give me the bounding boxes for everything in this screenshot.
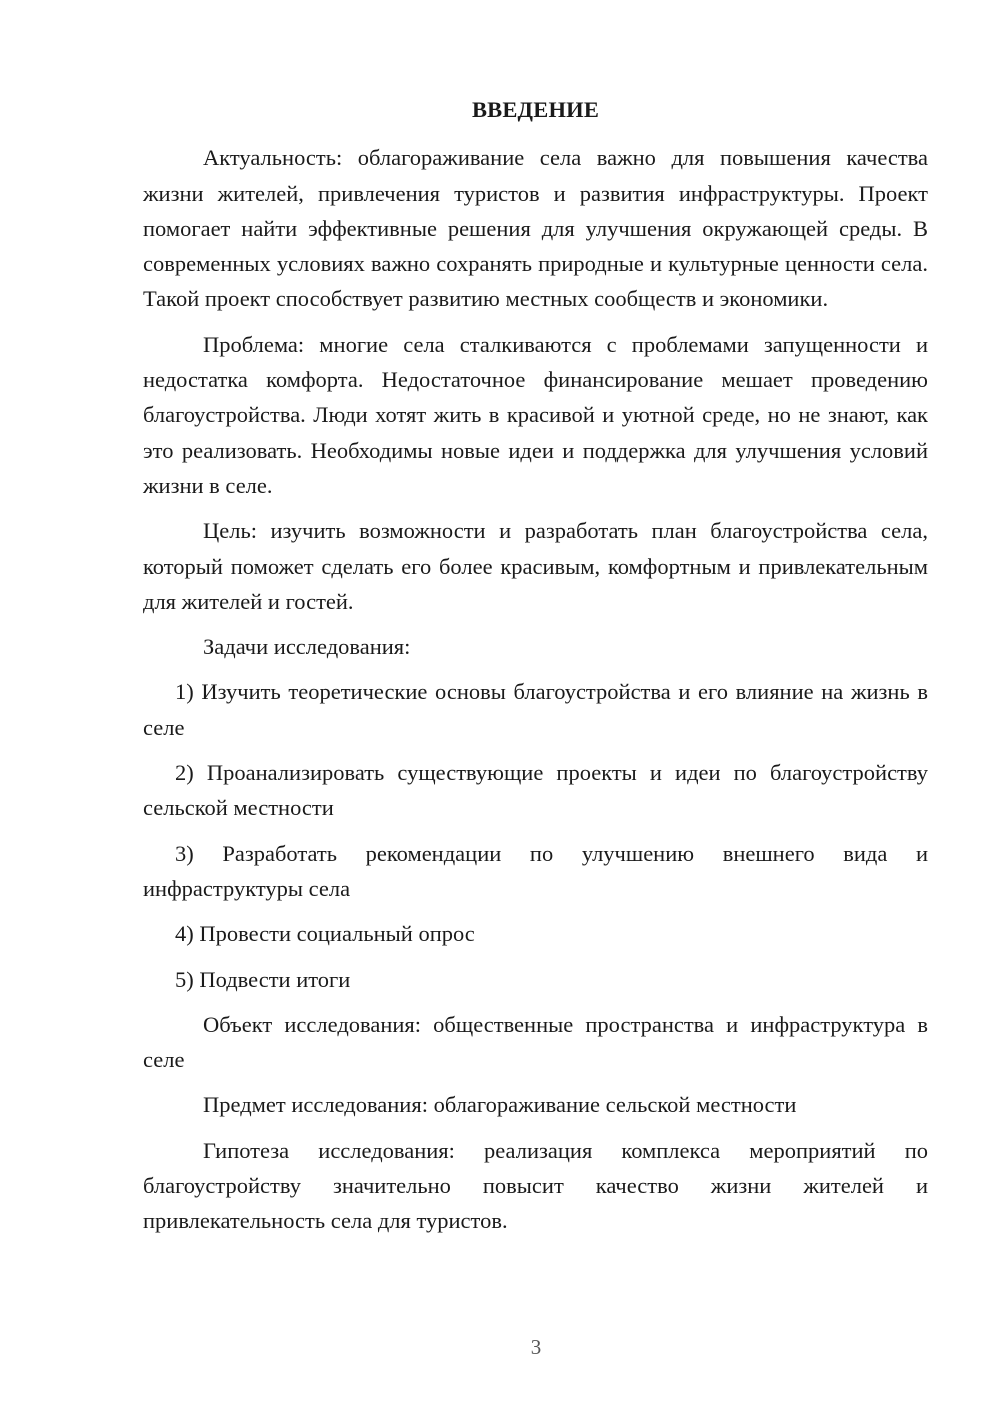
page-number: 3 <box>530 1335 542 1359</box>
task-item-5: 5) Подвести итоги <box>175 966 351 992</box>
paragraph-goal: Цель: изучить возможности и разработать план благоустройства села, который поможет сделать его более красивым, комфортным и привлекательным для жителей и гостей. <box>143 518 928 614</box>
tasks-heading: Задачи исследования: <box>203 634 411 660</box>
paragraph-problem: Проблема: многие села сталкиваются с проблемами запущенности и недостатка комфорта. Недостаточное финансирование мешает проведению благоустройства. Люди хотят жить в красивой и уютной среде, но не знают, как это реализовать. Необходимы новые идеи и поддержка для улучшения условий жизни в селе. <box>143 331 928 498</box>
paragraph-subject: Предмет исследования: облагораживание сельской местности <box>203 1092 797 1118</box>
task-item-1: 1) Изучить теоретические основы благоустройства и его влияние на жизнь в селе <box>143 679 928 740</box>
paragraph-relevance: Актуальность: облагораживание села важно для повышения качества жизни жителей, привлечения туристов и развития инфраструктуры. Проект помогает найти эффективные решения для улучшения окружающей среды. В современных условиях важно сохранять природные и культурные ценности села. Такой проект способствует развитию местных сообществ и экономики. <box>143 145 928 312</box>
page-title: ВВЕДЕНИЕ <box>471 97 600 122</box>
task-item-4: 4) Провести социальный опрос <box>175 921 475 947</box>
task-item-3: 3) Разработать рекомендации по улучшению внешнего вида и инфраструктуры села <box>143 840 928 901</box>
document-body <box>143 92 928 1249</box>
task-item-2: 2) Проанализировать существующие проекты и идеи по благоустройству сельской местности <box>143 760 928 821</box>
paragraph-hypothesis: Гипотеза исследования: реализация комплекса мероприятий по благоустройству значительно повысит качество жизни жителей и привлекательность села для туристов. <box>143 1137 928 1234</box>
paragraph-object: Объект исследования: общественные пространства и инфраструктура в селе <box>143 1011 928 1073</box>
